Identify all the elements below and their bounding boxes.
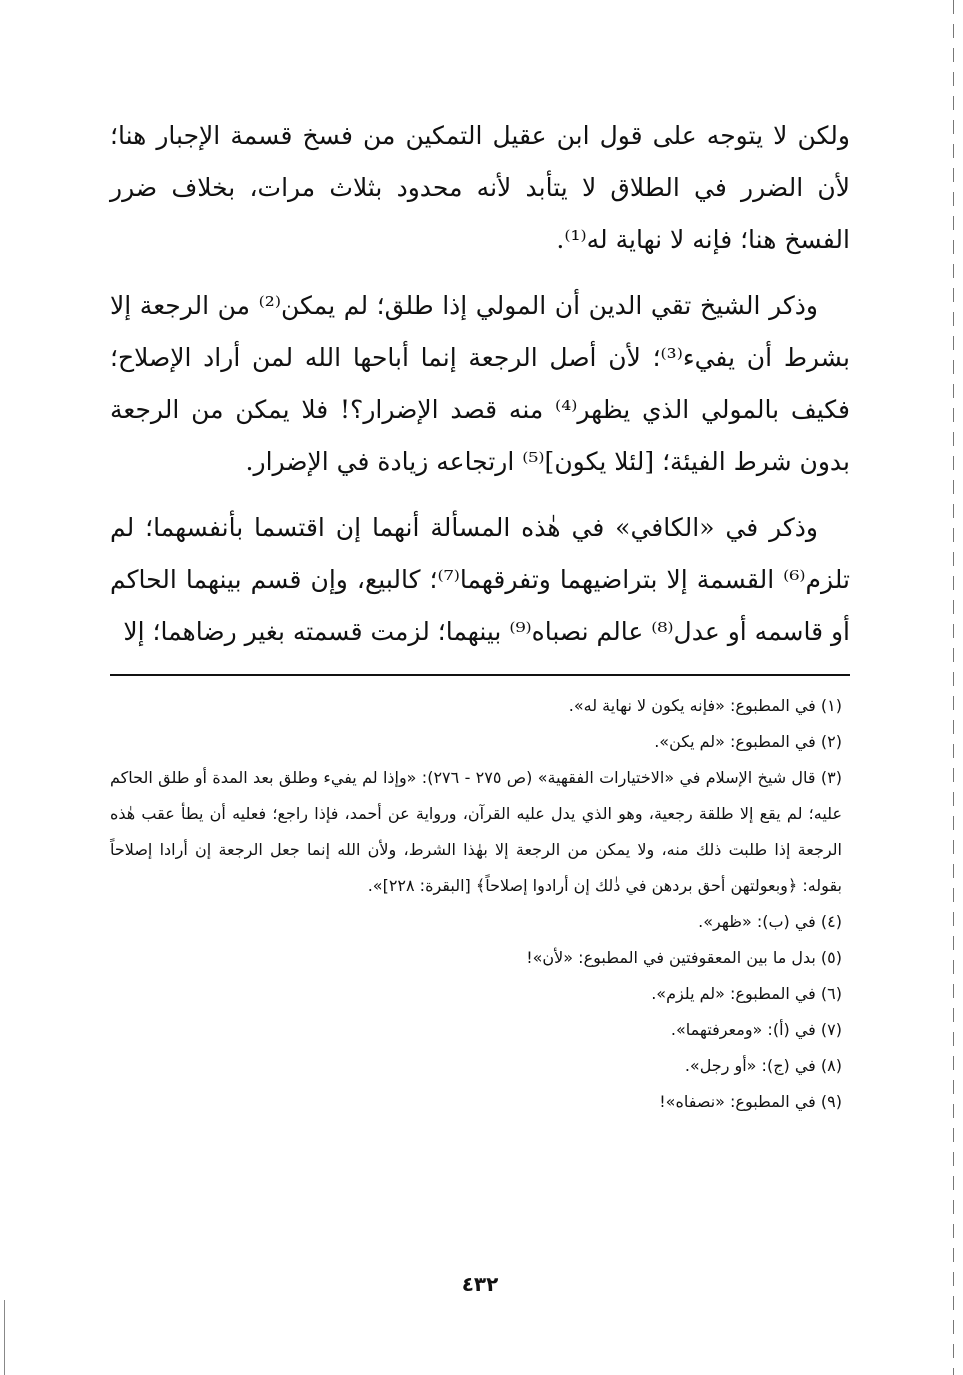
footnote-2: (٢) في المطبوع: «لم يكن».	[654, 732, 842, 751]
footnote-8: (٨) في (ج): «أو رجل».	[684, 1056, 842, 1075]
main-text	[110, 110, 850, 658]
footnote-9: (٩) في المطبوع: «نصفاه»!	[659, 1092, 842, 1111]
footnote-separator-wrap	[110, 674, 850, 676]
page-number: ٤٣٢	[461, 1272, 499, 1296]
paragraph-3: وذكر في «الكافي» في هٰذه المسألة أنهما إن اقتسما بأنفسهما؛ لم تلزم⁽⁶⁾ القسمة إلا بتراضيهما وتفرقهما⁽⁷⁾؛ كالبيع، وإن قسم بينهما الحاكم أو قاسمه أو عدل⁽⁸⁾ عالم نصباه⁽⁹⁾ بينهما؛ لزمت قسمته بغير رضاهما؛ إلا	[110, 513, 851, 646]
footnote-1: (١) في المطبوع: «فإنه يكون لا نهاية له».	[568, 696, 842, 715]
footnote-5: (٥) بدل ما بين المعقوفتين في المطبوع: «لأن»!	[526, 948, 842, 967]
footnotes	[110, 688, 850, 1120]
footnote-4: (٤) في (ب): «ظهر».	[698, 912, 842, 931]
scan-edge-right	[953, 0, 954, 1375]
footnote-7: (٧) في (أ): «ومعرفتهما».	[670, 1020, 842, 1039]
footnote-6: (٦) في المطبوع: «لم يلزم».	[651, 984, 842, 1003]
scan-edge-left	[4, 1300, 5, 1375]
paragraph-1: ولكن لا يتوجه على قول ابن عقيل التمكين من فسخ قسمة الإجبار هنا؛ لأن الضرر في الطلاق لا يتأبد لأنه محدود بثلاث مرات، بخلاف ضرر الفسخ هنا؛ فإنه لا نهاية له⁽¹⁾.	[110, 121, 850, 254]
paragraph-2: وذكر الشيخ تقي الدين أن المولي إذا طلق؛ لم يمكن⁽²⁾ من الرجعة إلا بشرط أن يفيء⁽³⁾؛ لأن أصل الرجعة إنما أباحها الله لمن أراد الإصلاح؛ فكيف بالمولي الذي يظهر⁽⁴⁾ منه قصد الإضرار؟! فلا يمكن من الرجعة بدون شرط الفيئة؛ [لئلا يكون]⁽⁵⁾ ارتجاعه زيادة في الإضرار.	[110, 291, 851, 476]
book-page	[110, 110, 850, 1310]
footnote-3: (٣) قال شيخ الإسلام في «الاختيارات الفقهية» (ص ٢٧٥ - ٢٧٦): «وإذا لم يفيء وطلق بعد المدة أو طلق الحاكم عليه؛ لم يقع إلا طلقة رجعية، وهو الذي يدل عليه القرآن، ورواية عن أحمد، فإذا راجع؛ فعليه أن يطأ عقب هٰذه الرجعة إذا طلبت ذلك منه، ولا يمكن من الرجعة إلا بهٰذا الشرط، ولأن الله إنما جعل الرجعة إن أرادا إصلاحاً بقوله: ﴿وبعولتهن أحق بردهن في ذٰلك إن أرادوا إصلاحاً﴾ [البقرة: ٢٢٨]».	[110, 768, 842, 895]
footnote-separator	[110, 674, 850, 676]
